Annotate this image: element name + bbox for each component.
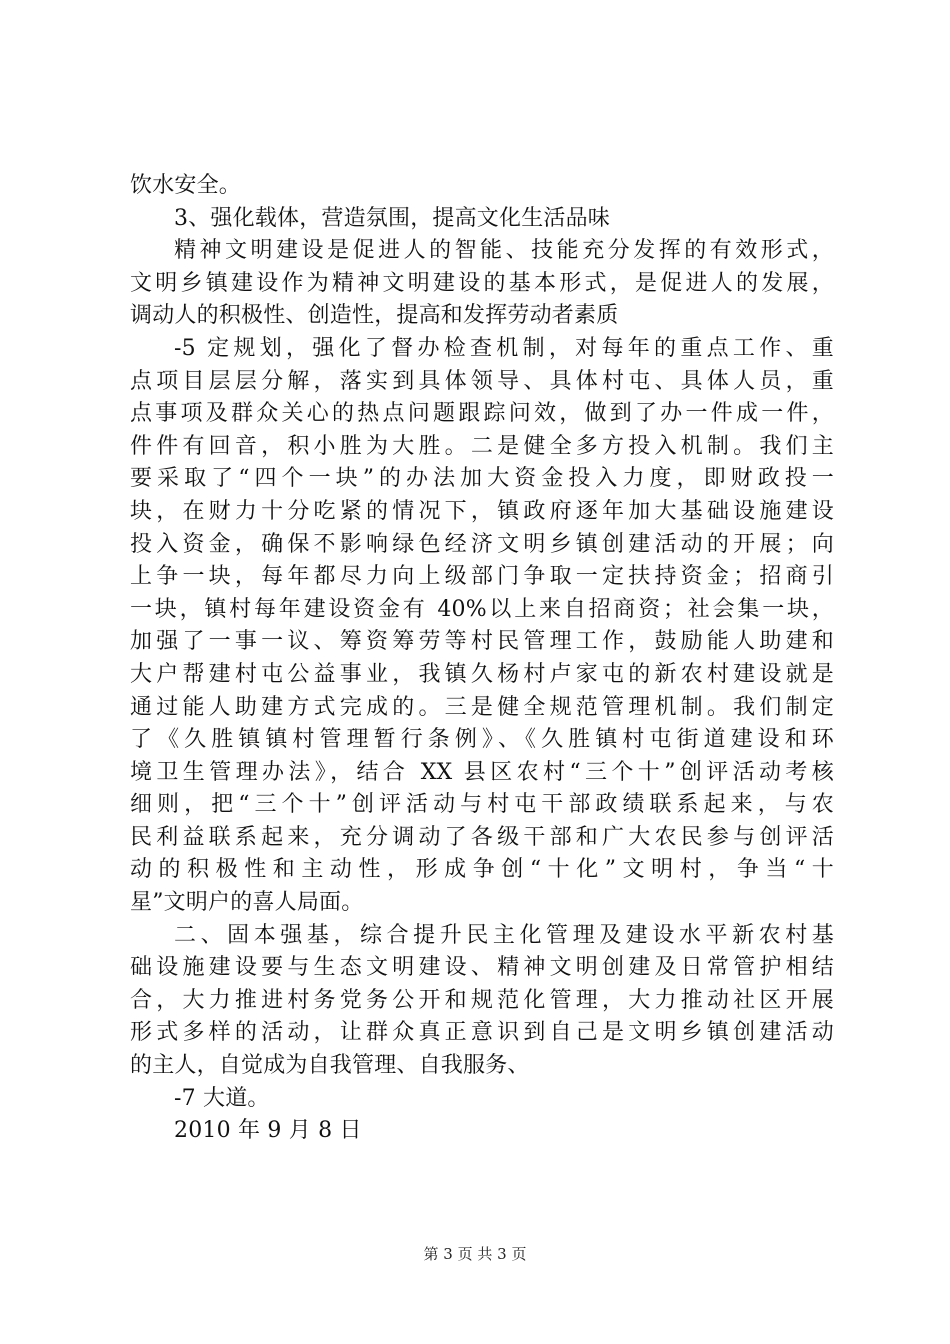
text-line: 饮水安全。: [130, 173, 242, 198]
text-line: 一块，镇村每年建设资金有 40%以上来自招商资；社会集一块，: [130, 596, 834, 622]
text-line: -5 定规划，强化了督办检查机制，对每年的重点工作、重: [174, 335, 834, 361]
text-line: 大户帮建村屯公益事业，我镇久杨村卢家屯的新农村建设就是: [130, 661, 834, 687]
text-line: 民利益联系起来，充分调动了各级干部和广大农民参与创评活: [130, 824, 834, 850]
text-line: 了《久胜镇镇村管理暂行条例》、《久胜镇村屯街道建设和环: [130, 727, 834, 753]
text-line: 形式多样的活动，让群众真正意识到自己是文明乡镇创建活动: [130, 1020, 834, 1046]
text-line: 投入资金，确保不影响绿色经济文明乡镇创建活动的开展；向: [130, 531, 834, 557]
text-line: 础设施建设要与生态文明建设、精神文明创建及日常管护相结: [130, 955, 834, 981]
text-line: 通过能人助建方式完成的。三是健全规范管理机制。我们制定: [130, 694, 834, 720]
text-line: 动的积极性和主动性，形成争创“十化”文明村，争当“十: [130, 857, 834, 883]
text-line: 件件有回音，积小胜为大胜。二是健全多方投入机制。我们主: [130, 433, 834, 459]
text-line: 细则，把“三个十”创评活动与村屯干部政绩联系起来，与农: [130, 792, 834, 818]
text-line: 文明乡镇建设作为精神文明建设的基本形式，是促进人的发展，: [130, 270, 834, 296]
text-line: 合，大力推进村务党务公开和规范化管理，大力推动社区开展: [130, 987, 834, 1013]
text-line: 的主人，自觉成为自我管理、自我服务、: [130, 1053, 530, 1079]
text-line: 块，在财力十分吃紧的情况下，镇政府逐年加大基础设施建设: [130, 498, 834, 524]
text-line: 境卫生管理办法》，结合 XX 县区农村“三个十”创评活动考核: [130, 759, 834, 785]
text-line: 要采取了“四个一块”的办法加大资金投入力度，即财政投一: [130, 466, 834, 492]
text-line: 加强了一事一议、筹资筹劳等村民管理工作，鼓励能人助建和: [130, 629, 834, 655]
text-line: 点事项及群众关心的热点问题跟踪问效，做到了办一件成一件，: [130, 401, 834, 427]
text-line: 二、固本强基，综合提升民主化管理及建设水平新农村基: [174, 922, 834, 948]
text-line: 调动人的积极性、创造性，提高和发挥劳动者素质: [130, 303, 619, 329]
document-body: [130, 170, 834, 1148]
text-line: 上争一块，每年都尽力向上级部门争取一定扶持资金；招商引: [130, 564, 834, 590]
text-line: 点项目层层分解，落实到具体领导、具体村屯、具体人员，重: [130, 368, 834, 394]
text-line: 星”文明户的喜人局面。: [130, 890, 364, 916]
text-line: 精神文明建设是促进人的智能、技能充分发挥的有效形式，: [174, 238, 834, 264]
text-line: 3、强化载体，营造氛围，提高文化生活品味: [174, 205, 610, 231]
page-footer: 第 3 页 共 3 页: [423, 1245, 527, 1263]
text-line: 2010 年 9 月 8 日: [174, 1118, 362, 1144]
text-line: -7 大道。: [174, 1085, 270, 1111]
